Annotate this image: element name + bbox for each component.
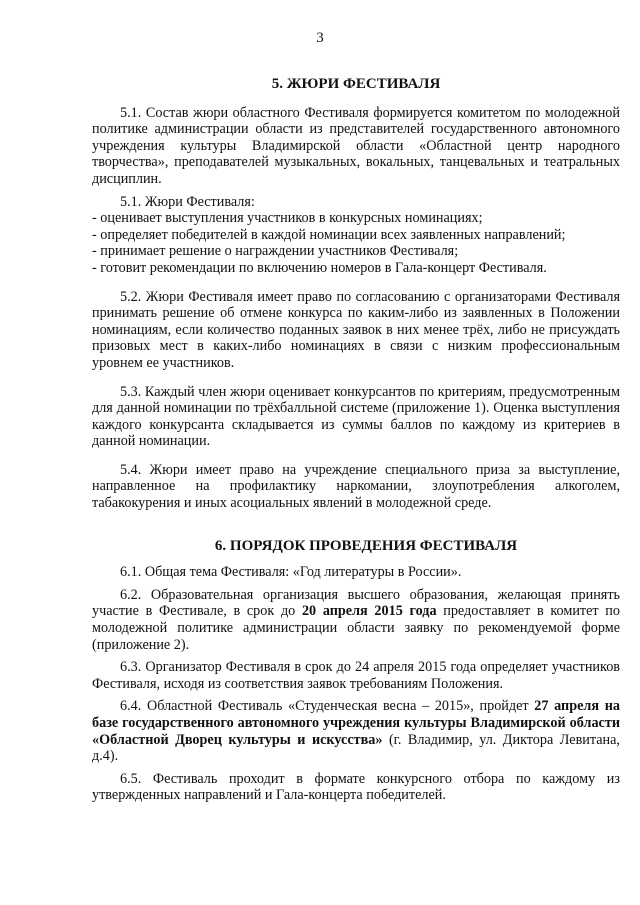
paragraph-5-1-jury: 5.1. Жюри Фестиваля:: [120, 193, 255, 210]
page-number: 3: [316, 30, 324, 46]
section-6-title: 6. ПОРЯДОК ПРОВЕДЕНИЯ ФЕСТИВАЛЯ: [214, 537, 518, 554]
document-body: [92, 76, 620, 804]
paragraph-6-2: [92, 587, 620, 653]
paragraph-6-5: 6.5. Фестиваль проходит в формате конкурсного отбора по каждому из утвержденных направлений и Гала-концерта победителей.: [92, 770, 620, 804]
list-item: - оценивает выступления участников в конкурсных номинациях;: [92, 210, 483, 227]
list-item: - принимает решение о награждении участников Фестиваля;: [92, 243, 459, 260]
list-item: - готовит рекомендации по включению номеров в Гала-концерт Фестиваля.: [92, 259, 547, 276]
paragraph-6-4-address: (г. Владимир, ул. Диктора Левитана, д.4).: [92, 731, 620, 765]
paragraph-5-1: 5.1. Состав жюри областного Фестиваля формируется комитетом по молодежной политике администрации области из представителей государственного автономного учреждения культуры Владимирской области «Областной центр народного творчества», преподавателей музыкальных, вокальных, танцевальных и театральных дисциплин.: [92, 104, 620, 187]
paragraph-6-2-text-end: предоставляет в комитет по молодежной политике администрации области заявку по рекомендуемой форме (приложение 2).: [92, 603, 620, 653]
paragraph-5-3: 5.3. Каждый член жюри оценивает конкурсантов по критериям, предусмотренным для данной номинации по трёхбалльной системе (приложение 1). Оценка выступления каждого конкурсанта складывается из суммы баллов по каждому из критериев в данной номинации.: [92, 383, 620, 450]
paragraph-6-4: [92, 698, 620, 764]
section-5-title: 5. ЖЮРИ ФЕСТИВАЛЯ: [271, 76, 441, 92]
deadline-date: 20 апреля 2015 года: [301, 603, 437, 620]
list-item: - определяет победителей в каждой номинации всех заявленных направлений;: [92, 226, 566, 243]
paragraph-6-3: 6.3. Организатор Фестиваля в срок до 24 апреля 2015 года определяет участников Фестиваля, исходя из соответствия заявок требованиям Положения.: [92, 659, 620, 692]
paragraph-6-4-text: 6.4. Областной Фестиваль «Студенческая весна – 2015», пройдет: [120, 698, 535, 715]
jury-duties-list: [92, 210, 620, 276]
paragraph-6-1: 6.1. Общая тема Фестиваля: «Год литературы в России».: [120, 564, 462, 581]
paragraph-5-4: 5.4. Жюри имеет право на учреждение специального приза за выступление, направленное на профилактику наркомании, злоупотребления алкоголем, табакокурения и иных асоциальных явлений в молодежной среде.: [92, 461, 620, 512]
paragraph-6-2-text: 6.2. Образовательная организация высшего образования, желающая принять участие в Фестивале, в срок до: [92, 586, 620, 620]
festival-venue: 27 апреля на базе государственного автономного учреждения культуры Владимирской области «Областной Дворец культуры и искусства»: [92, 698, 620, 748]
paragraph-5-2: 5.2. Жюри Фестиваля имеет право по согласованию с организаторами Фестиваля принимать решение об отмене конкурса по каким-либо из заявленных в Положении номинациям, если количество поданных заявок в них менее трёх, либо не присуждать призовых мест в каких-либо номинациях в связи с низким профессиональным уровнем ее участников.: [92, 288, 620, 371]
